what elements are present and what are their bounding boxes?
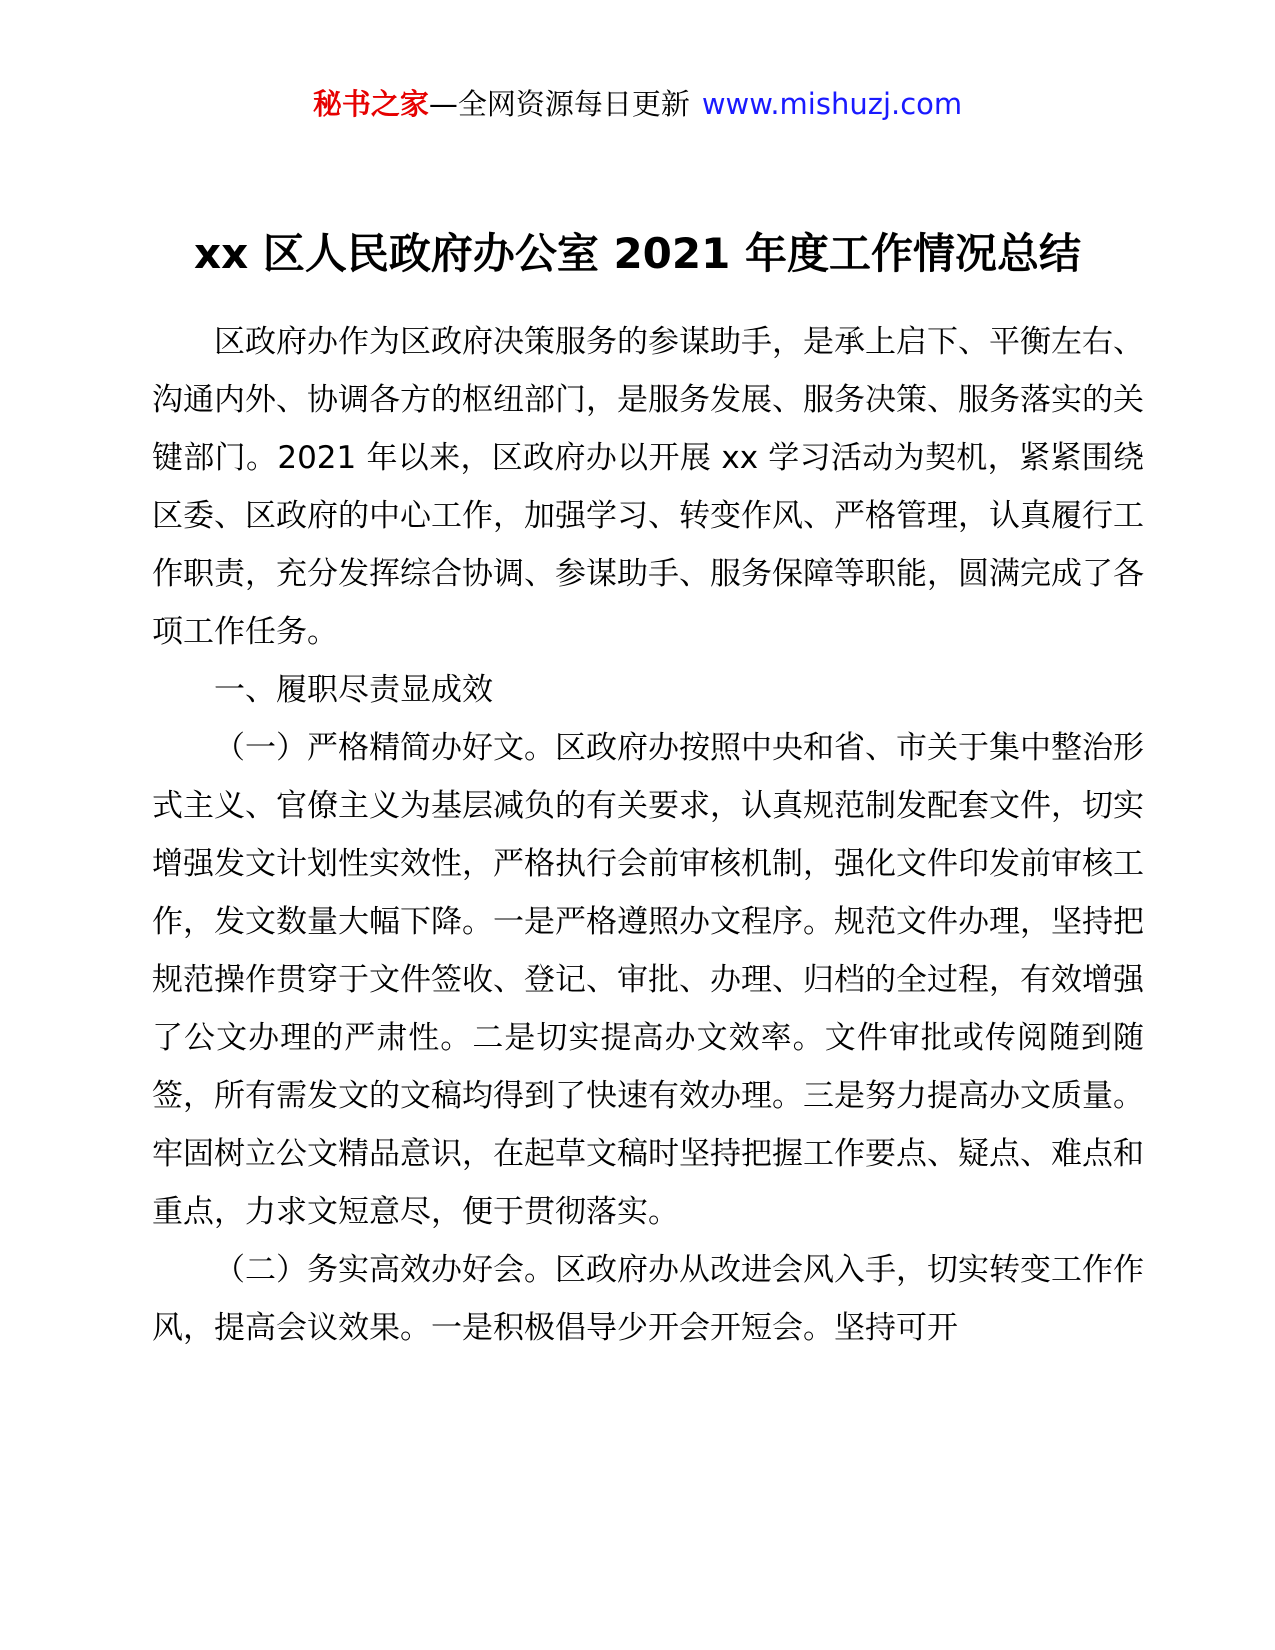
section-heading-1: 一、履职尽责显成效 [214,672,493,708]
paragraph-item-2: （二）务实高效办好会。区政府办从改进会风入手，切实转变工作作风，提高会议效果。一是积极倡导少开会开短会。坚持可开 [152,1252,1144,1346]
document-body [152,313,1144,1357]
site-url-link[interactable]: www.mishuzj.com [701,87,963,121]
paragraph-intro: 区政府办作为区政府决策服务的参谋助手，是承上启下、平衡左右、沟通内外、协调各方的枢纽部门，是服务发展、服务决策、服务落实的关键部门。2021 年以来，区政府办以开展 xx 学习活动为契机，紧紧围绕区委、区政府的中心工作，加强学习、转变作风、严格管理，认真履行工作职责，充分发挥综合协调、参谋助手、服务保障等职能，圆满完成了各项工作任务。 [152,324,1144,650]
page-header [0,84,1275,124]
brand-name: 秘书之家 [312,87,429,121]
document-title: xx 区人民政府办公室 2021 年度工作情况总结 [194,229,1081,278]
header-tagline: —全网资源每日更新 [428,87,690,121]
paragraph-item-1: （一）严格精简办好文。区政府办按照中央和省、市关于集中整治形式主义、官僚主义为基层减负的有关要求，认真规范制发配套文件，切实增强发文计划性实效性，严格执行会前审核机制，强化文件印发前审核工作，发文数量大幅下降。一是严格遵照办文程序。规范文件办理，坚持把规范操作贯穿于文件签收、登记、审批、办理、归档的全过程，有效增强了公文办理的严肃性。二是切实提高办文效率。文件审批或传阅随到随签，所有需发文的文稿均得到了快速有效办理。三是努力提高办文质量。牢固树立公文精品意识，在起草文稿时坚持把握工作要点、疑点、难点和重点，力求文短意尽，便于贯彻落实。 [152,730,1144,1230]
